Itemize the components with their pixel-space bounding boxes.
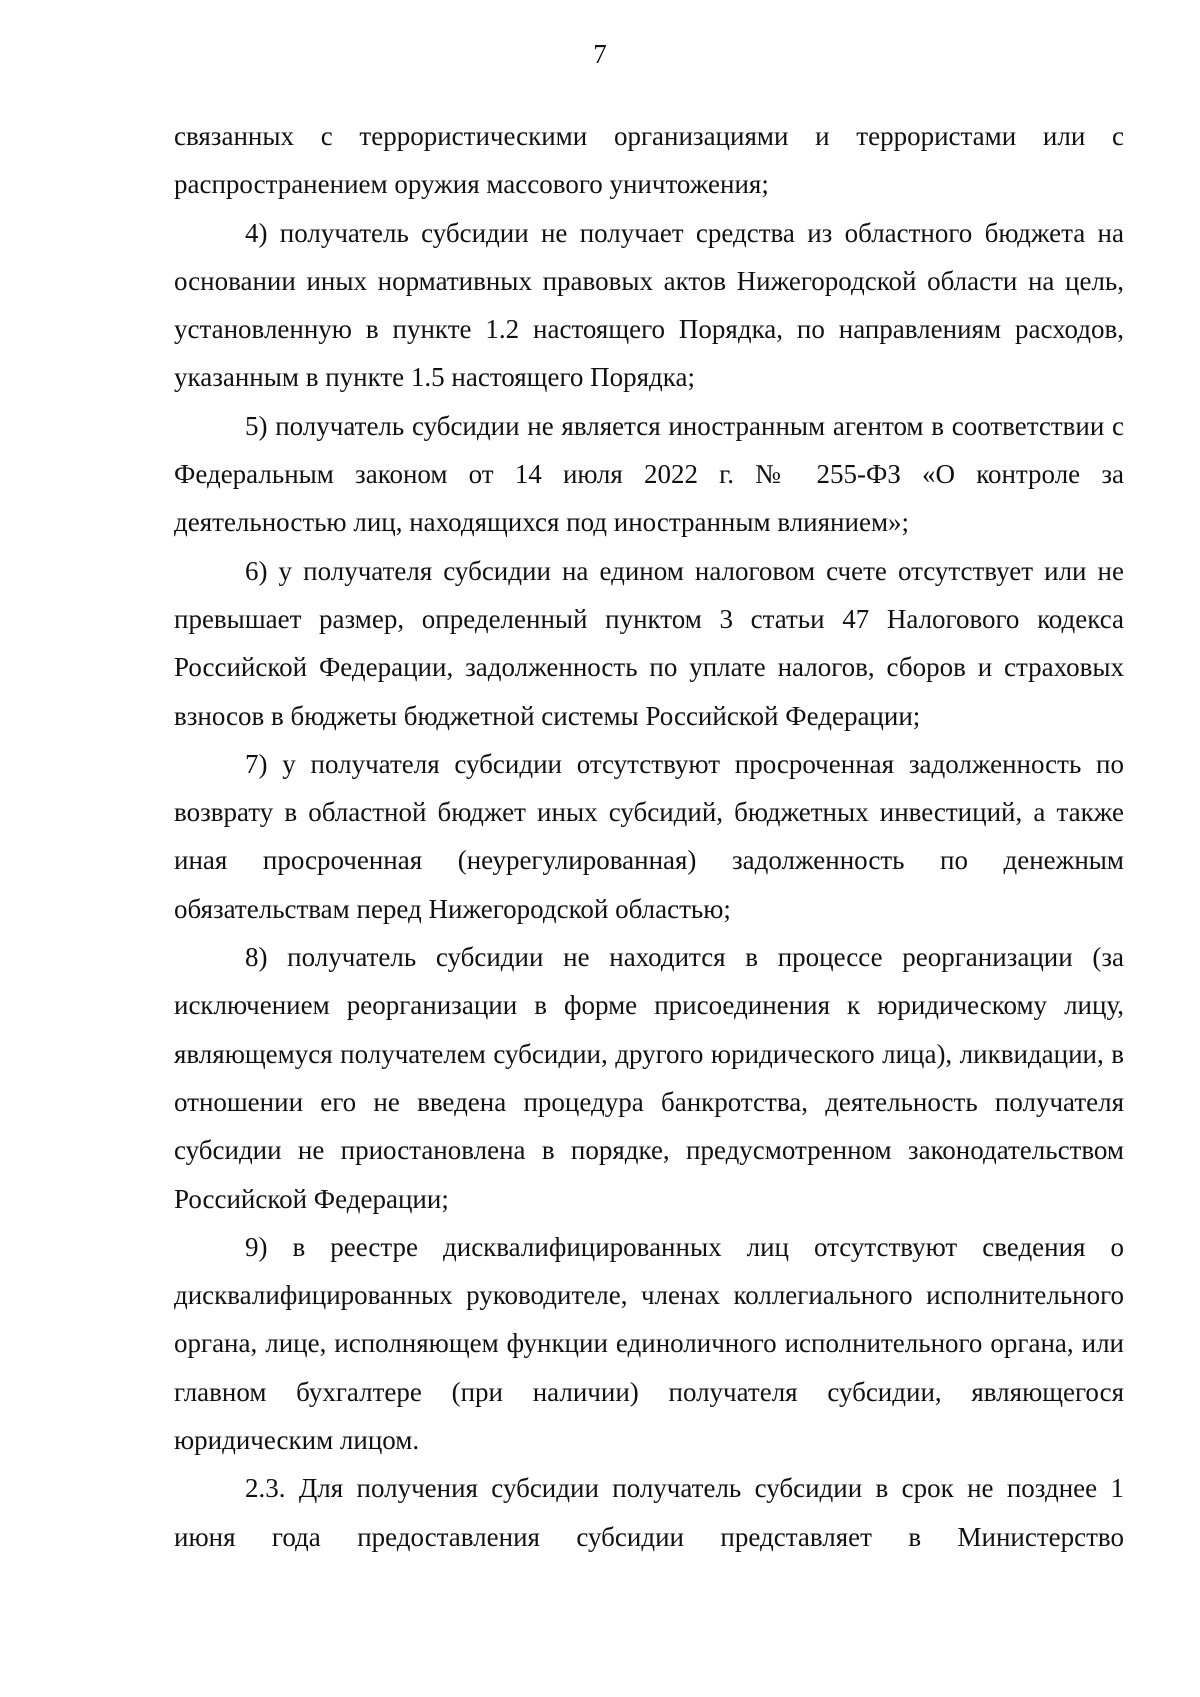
page-number: 7 xyxy=(593,39,607,69)
paragraph-item-7: 7) у получателя субсидии отсутствуют просроченная задолженность по возврату в областной бюджет иных субсидий, бюджетных инвестиций, а также иная просроченная (неурегулированная) задолженность по денежным обязательствам перед Нижегородской областью; xyxy=(174,748,1124,924)
paragraph-item-6: 6) у получателя субсидии на едином налоговом счете отсутствует или не превышает размер, определенный пунктом 3 статьи 47 Налогового кодекса Российской Федерации, задолженность по уплате налогов, сборов и страховых взносов в бюджеты бюджетной системы Российской Федерации; xyxy=(174,555,1124,731)
paragraph-item-5: 5) получатель субсидии не является иностранным агентом в соответствии с Федеральным законом от 14 июля 2022 г. № 255-ФЗ «О контроле за деятельностью лиц, находящихся под иностранным влиянием»; xyxy=(174,410,1124,538)
paragraph-item-4: 4) получатель субсидии не получает средства из областного бюджета на основании иных нормативных правовых актов Нижегородской области на цель, установленную в пункте 1.2 настоящего Порядка, по направлениям расходов, указанным в пункте 1.5 настоящего Порядка; xyxy=(174,217,1124,393)
paragraph-continuation: связанных с террористическими организациями и террористами или с распространением оружия массового уничтожения; xyxy=(174,121,1124,200)
document-body xyxy=(174,112,1124,1561)
paragraph-section-2-3: 2.3. Для получения субсидии получатель субсидии в срок не позднее 1 июня года предоставления субсидии представляет в Министерство xyxy=(174,1473,1124,1552)
paragraph-item-8: 8) получатель субсидии не находится в процессе реорганизации (за исключением реорганизации в форме присоединения к юридическому лицу, являющемуся получателем субсидии, другого юридического лица), ликвидации, в отношении его не введена процедура банкротства, деятельность получателя субсидии не приостановлена в порядке, предусмотренном законодательством Российской Федерации; xyxy=(174,942,1124,1214)
paragraph-item-9: 9) в реестре дисквалифицированных лиц отсутствуют сведения о дисквалифицированных руководителе, членах коллегиального исполнительного органа, лице, исполняющем функции единоличного исполнительного органа, или главном бухгалтере (при наличии) получателя субсидии, являющегося юридическим лицом. xyxy=(174,1231,1124,1456)
